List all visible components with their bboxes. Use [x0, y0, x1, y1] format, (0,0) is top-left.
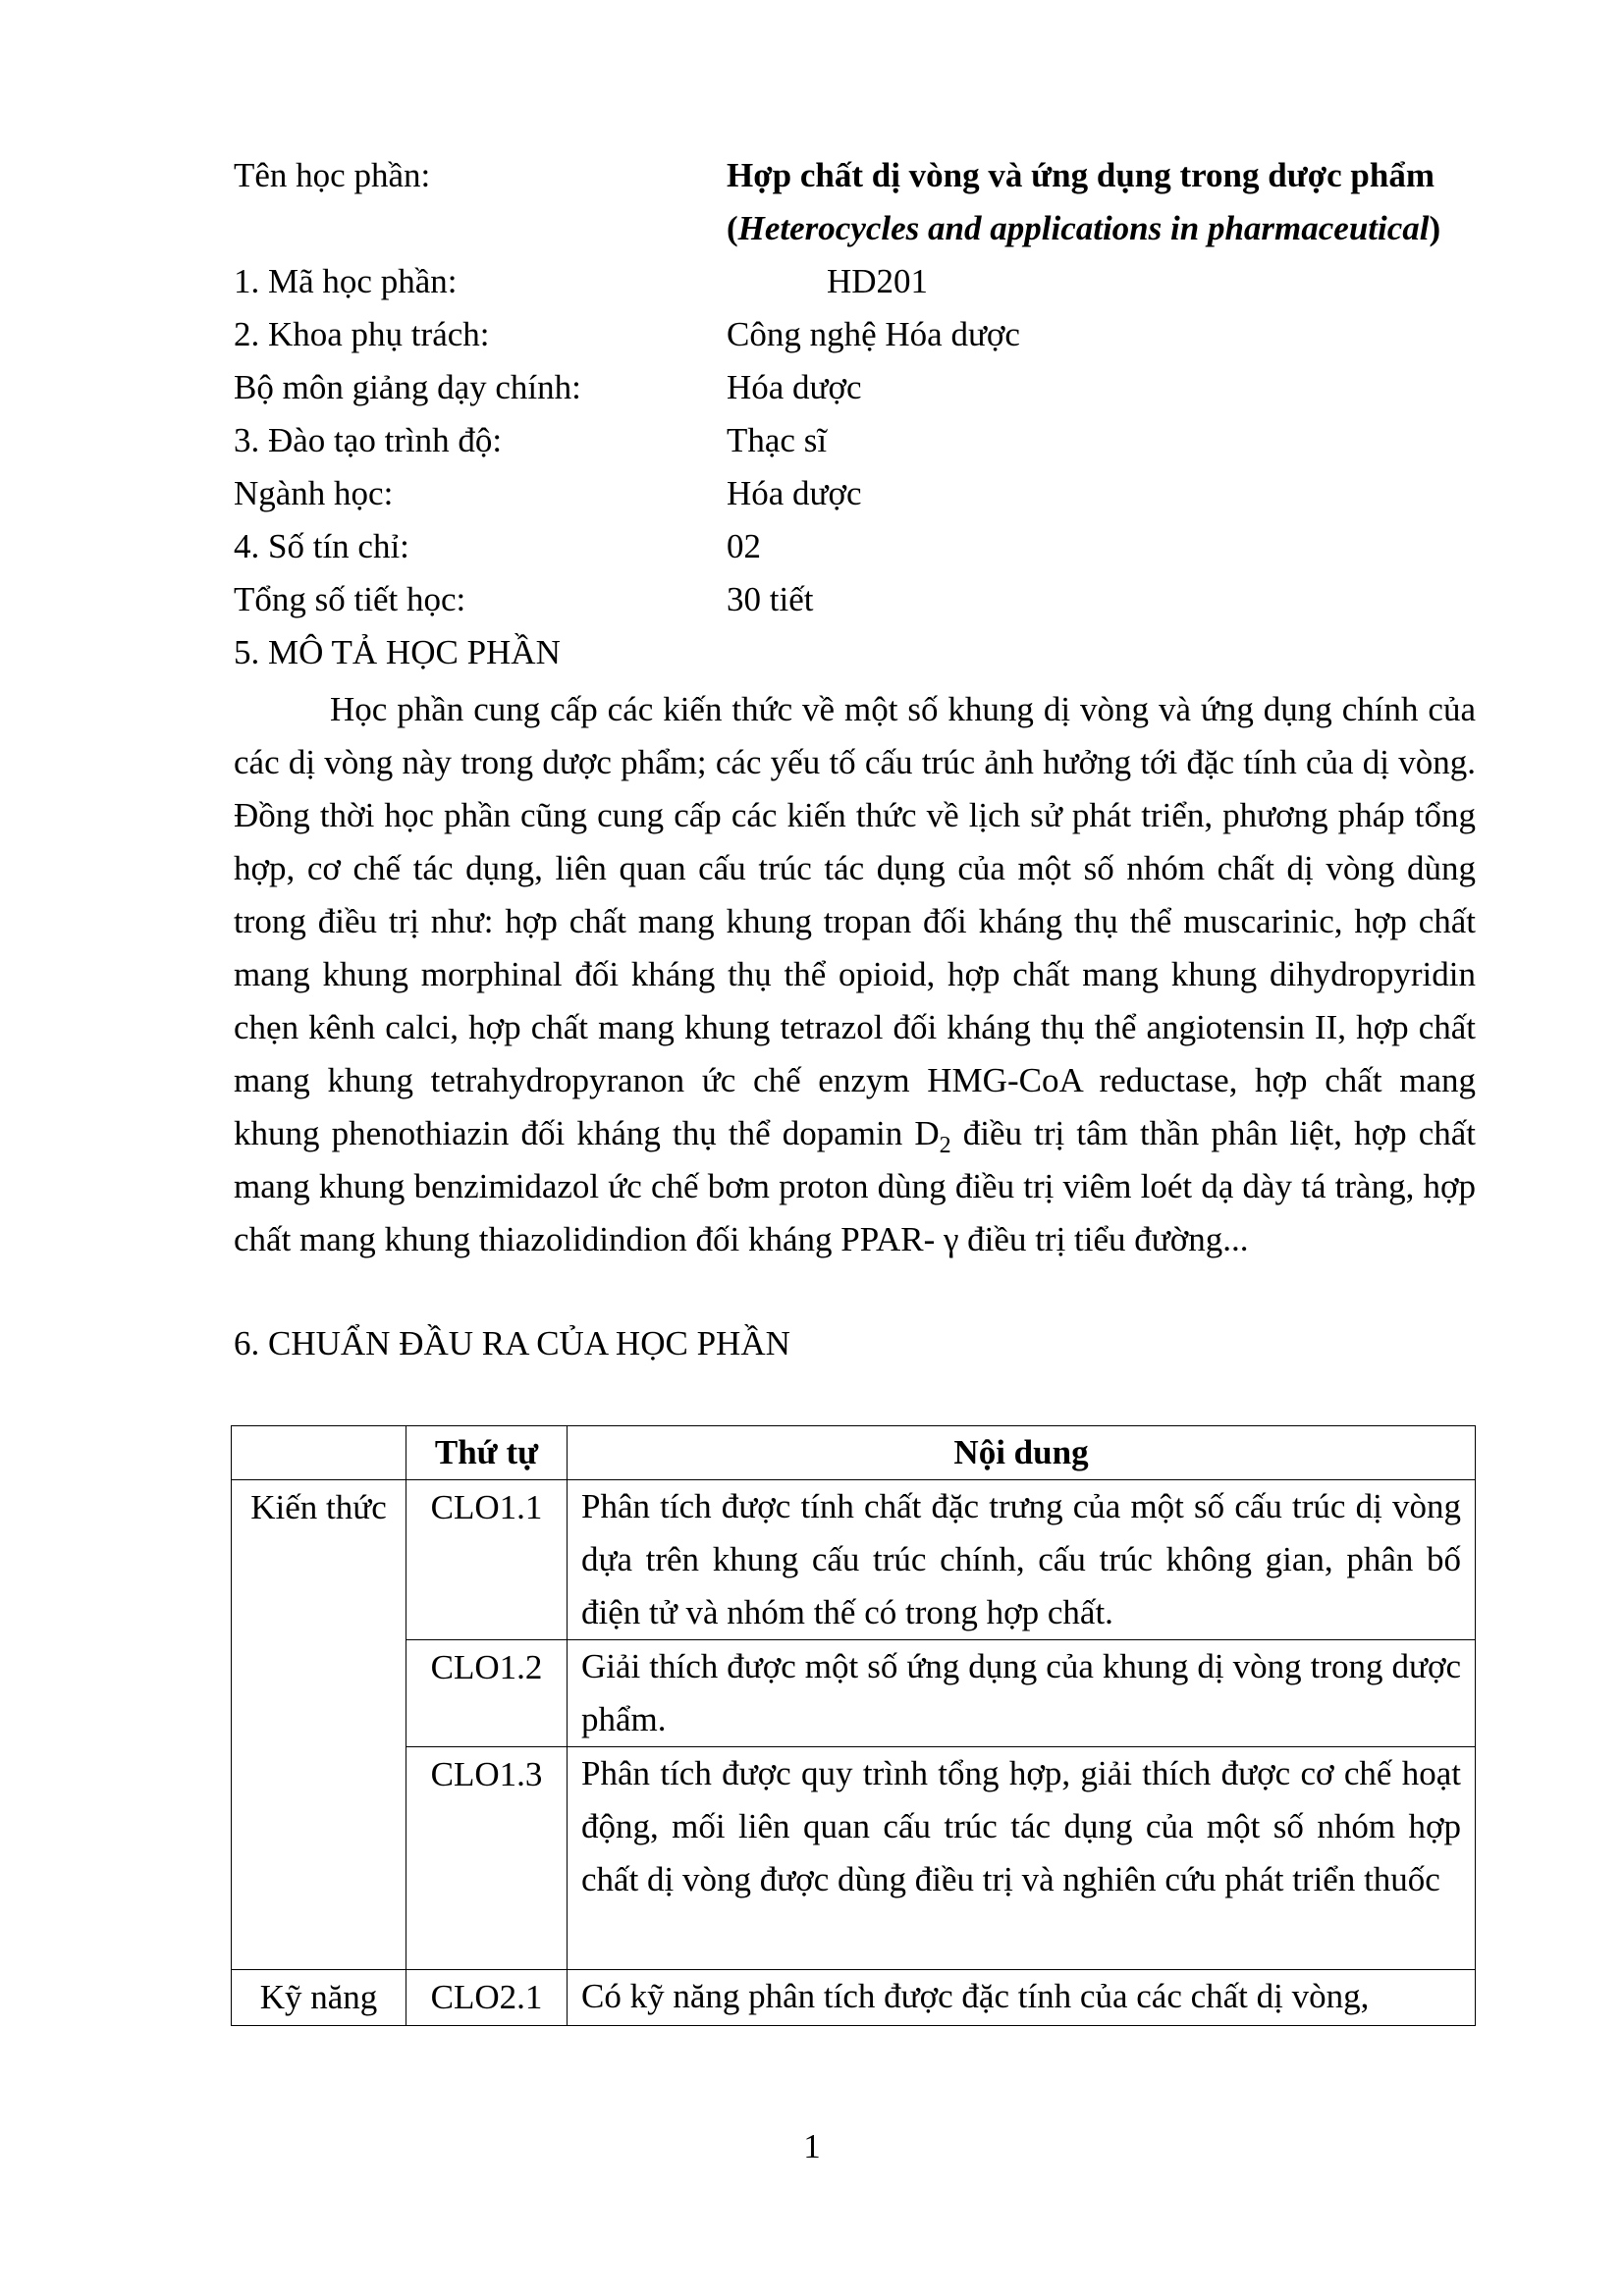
course-name-en-text: Heterocycles and applications in pharmaceutical	[737, 209, 1430, 247]
periods-value: 30 tiết	[727, 580, 814, 618]
major-value: Hóa dược	[727, 474, 862, 512]
description-paragraph	[234, 683, 1476, 1266]
header-order: Thứ tự	[406, 1426, 568, 1480]
level-value: Thạc sĩ	[727, 421, 828, 459]
table-row	[232, 1747, 1476, 1970]
department-value: Hóa dược	[727, 368, 862, 406]
group-cell-knowledge: Kiến thức	[232, 1480, 406, 1970]
outcomes-table	[231, 1425, 1476, 2026]
table-row	[232, 1480, 1476, 1640]
periods-label: Tổng số tiết học:	[234, 580, 466, 618]
course-name-vi: Hợp chất dị vòng và ứng dụng trong dược phẩm	[727, 156, 1435, 194]
faculty-value: Công nghệ Hóa dược	[727, 315, 1020, 353]
credits-label: 4. Số tín chỉ:	[234, 527, 409, 565]
header-group	[232, 1426, 406, 1480]
major-label: Ngành học:	[234, 474, 394, 512]
page-number: 1	[803, 2127, 821, 2165]
content-cell: Phân tích được tính chất đặc trưng của một số cấu trúc dị vòng dựa trên khung cấu trúc chính, cấu trúc không gian, phân bố điện tử và nhóm thế có trong hợp chất.	[568, 1480, 1476, 1640]
content-cell: Có kỹ năng phân tích được đặc tính của các chất dị vòng,	[568, 1970, 1476, 2026]
group-cell-skills: Kỹ năng	[232, 1970, 406, 2026]
description-text-2: điều trị tâm thần phân liệt, hợp chất mang khung benzimidazol ức chế bơm proton dùng điều trị viêm loét dạ dày tá tràng, hợp chất mang khung thiazolidindion đối kháng PPAR- γ điều trị tiểu đường...	[234, 1114, 1476, 1258]
paren-close: )	[1429, 209, 1441, 247]
content-cell: Phân tích được quy trình tổng hợp, giải thích được cơ chế hoạt động, mối liên quan cấu trúc tác dụng của một số nhóm hợp chất dị vòng được dùng điều trị và nghiên cứu phát triển thuốc	[568, 1747, 1476, 1970]
course-name-en	[727, 202, 1440, 255]
paren-open: (	[727, 209, 738, 247]
department-label: Bộ môn giảng dạy chính:	[234, 368, 581, 406]
header-content: Nội dung	[568, 1426, 1476, 1480]
table-row	[232, 1640, 1476, 1747]
outcomes-heading: 6. CHUẨN ĐẦU RA CỦA HỌC PHẦN	[234, 1324, 790, 1362]
code-cell: CLO1.2	[406, 1640, 568, 1747]
table-header-row	[232, 1426, 1476, 1480]
code-cell: CLO1.3	[406, 1747, 568, 1970]
table-row	[232, 1970, 1476, 2026]
credits-value: 02	[727, 527, 761, 565]
course-code-value: HD201	[827, 262, 929, 300]
subscript-2: 2	[939, 1133, 951, 1158]
course-name-label: Tên học phần:	[234, 156, 431, 194]
course-code-label: 1. Mã học phần:	[234, 262, 458, 300]
description-text-1: Học phần cung cấp các kiến thức về một số khung dị vòng và ứng dụng chính của các dị vòng này trong dược phẩm; các yếu tố cấu trúc ảnh hưởng tới đặc tính của dị vòng. Đồng thời học phần cũng cung cấp các kiến thức về lịch sử phát triển, phương pháp tổng hợp, cơ chế tác dụng, liên quan cấu trúc tác dụng của một số nhóm chất dị vòng dùng trong điều trị như: hợp chất mang khung tropan đối kháng thụ thể muscarinic, hợp chất mang khung morphinal đối kháng thụ thể opioid, hợp chất mang khung dihydropyridin chẹn kênh calci, hợp chất mang khung tetrazol đối kháng thụ thể angiotensin II, hợp chất mang khung tetrahydropyranon ức chế enzym HMG-CoA reductase, hợp chất mang khung phenothiazin đối kháng thụ thể dopamin D	[234, 690, 1476, 1152]
faculty-label: 2. Khoa phụ trách:	[234, 315, 490, 353]
description-heading: 5. MÔ TẢ HỌC PHẦN	[234, 633, 561, 671]
code-cell: CLO2.1	[406, 1970, 568, 2026]
level-label: 3. Đào tạo trình độ:	[234, 421, 503, 459]
content-cell: Giải thích được một số ứng dụng của khung dị vòng trong dược phẩm.	[568, 1640, 1476, 1747]
code-cell: CLO1.1	[406, 1480, 568, 1640]
